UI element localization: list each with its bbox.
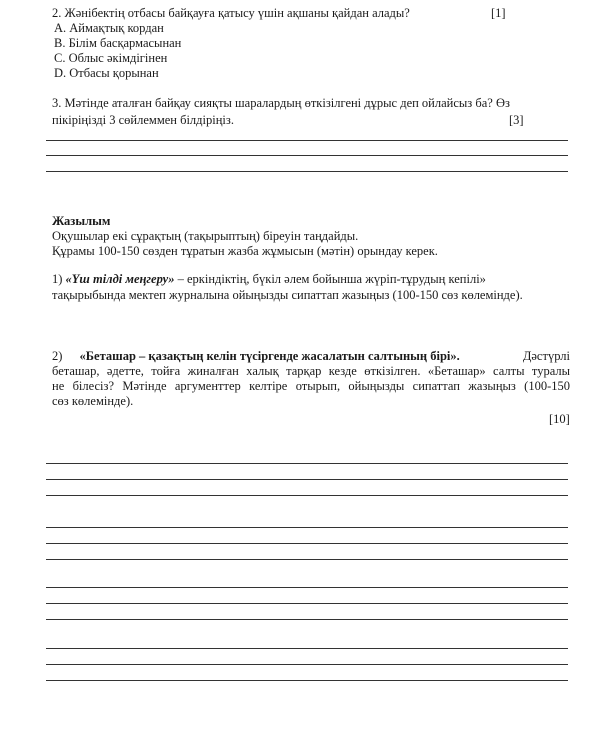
q2-option-b: B. Білім басқармасынан	[54, 36, 182, 50]
task2-title: «Беташар – қазақтың келін түсіргенде жасалатын салтының бірі».	[79, 349, 460, 363]
task1-rest: – еркіндіктің, бүкіл әлем бойынша жүріп-тұрудың кепілі»	[174, 272, 486, 286]
answer-line[interactable]	[46, 495, 568, 496]
answer-line[interactable]	[46, 648, 568, 649]
answer-line[interactable]	[46, 155, 568, 156]
answer-line[interactable]	[46, 587, 568, 588]
task1-number: 1)	[52, 272, 66, 286]
q3-marks: [3]	[509, 113, 524, 127]
task2-line4: сөз көлемінде).	[52, 394, 134, 408]
writing-instruction-2: Құрамы 100-150 сөзден тұратын жазба жұмысын (мәтін) орындау керек.	[52, 244, 438, 258]
q2-question: 2. Жәнібектің отбасы байқауға қатысу үшін ақшаны қайдан алады?	[52, 6, 410, 20]
answer-line[interactable]	[46, 527, 568, 528]
task1-title: «Үш тілді меңгеру»	[65, 272, 175, 286]
answer-line[interactable]	[46, 603, 568, 604]
q2-option-c: C. Облыс әкімдігінен	[54, 51, 168, 65]
answer-line[interactable]	[46, 664, 568, 665]
answer-line[interactable]	[46, 680, 568, 681]
answer-line[interactable]	[46, 171, 568, 172]
q2-option-d: D. Отбасы қорынан	[54, 66, 159, 80]
task2-line3: не білесіз? Мәтінде аргументтер келтіре отырып, ойыңызды сипаттап жазыңыз (100-150	[52, 379, 570, 393]
q3-line1: 3. Мәтінде аталған байқау сияқты шаралардың өткізілгені дұрыс деп ойлайсыз ба? Өз	[52, 96, 510, 110]
answer-line[interactable]	[46, 559, 568, 560]
q2-option-a: A. Аймақтық кордан	[54, 21, 164, 35]
answer-line[interactable]	[46, 619, 568, 620]
task2-number: 2)	[52, 349, 63, 363]
answer-line[interactable]	[46, 140, 568, 141]
answer-line[interactable]	[46, 479, 568, 480]
task2-line2: беташар, әдетте, тойға жиналған халық тарқар кезде өткізілген. «Беташар» салты туралы	[52, 364, 570, 378]
task2-rest: Дәстүрлі	[522, 349, 570, 363]
task1-line2: тақырыбында мектеп журналына ойыңызды сипаттап жазыңыз (100-150 сөз көлемінде).	[52, 288, 523, 302]
q3-line2: пікіріңізді 3 сөйлеммен білдіріңіз.	[52, 113, 234, 127]
answer-line[interactable]	[46, 463, 568, 464]
task2-line1	[52, 349, 570, 364]
writing-heading: Жазылым	[52, 214, 111, 228]
answer-line[interactable]	[46, 543, 568, 544]
q2-marks: [1]	[491, 6, 506, 20]
writing-instruction-1: Оқушылар екі сұрақтың (тақырыптың) біреуін таңдайды.	[52, 229, 359, 243]
task2-marks: [10]	[549, 412, 570, 426]
task1-line1	[52, 272, 486, 287]
